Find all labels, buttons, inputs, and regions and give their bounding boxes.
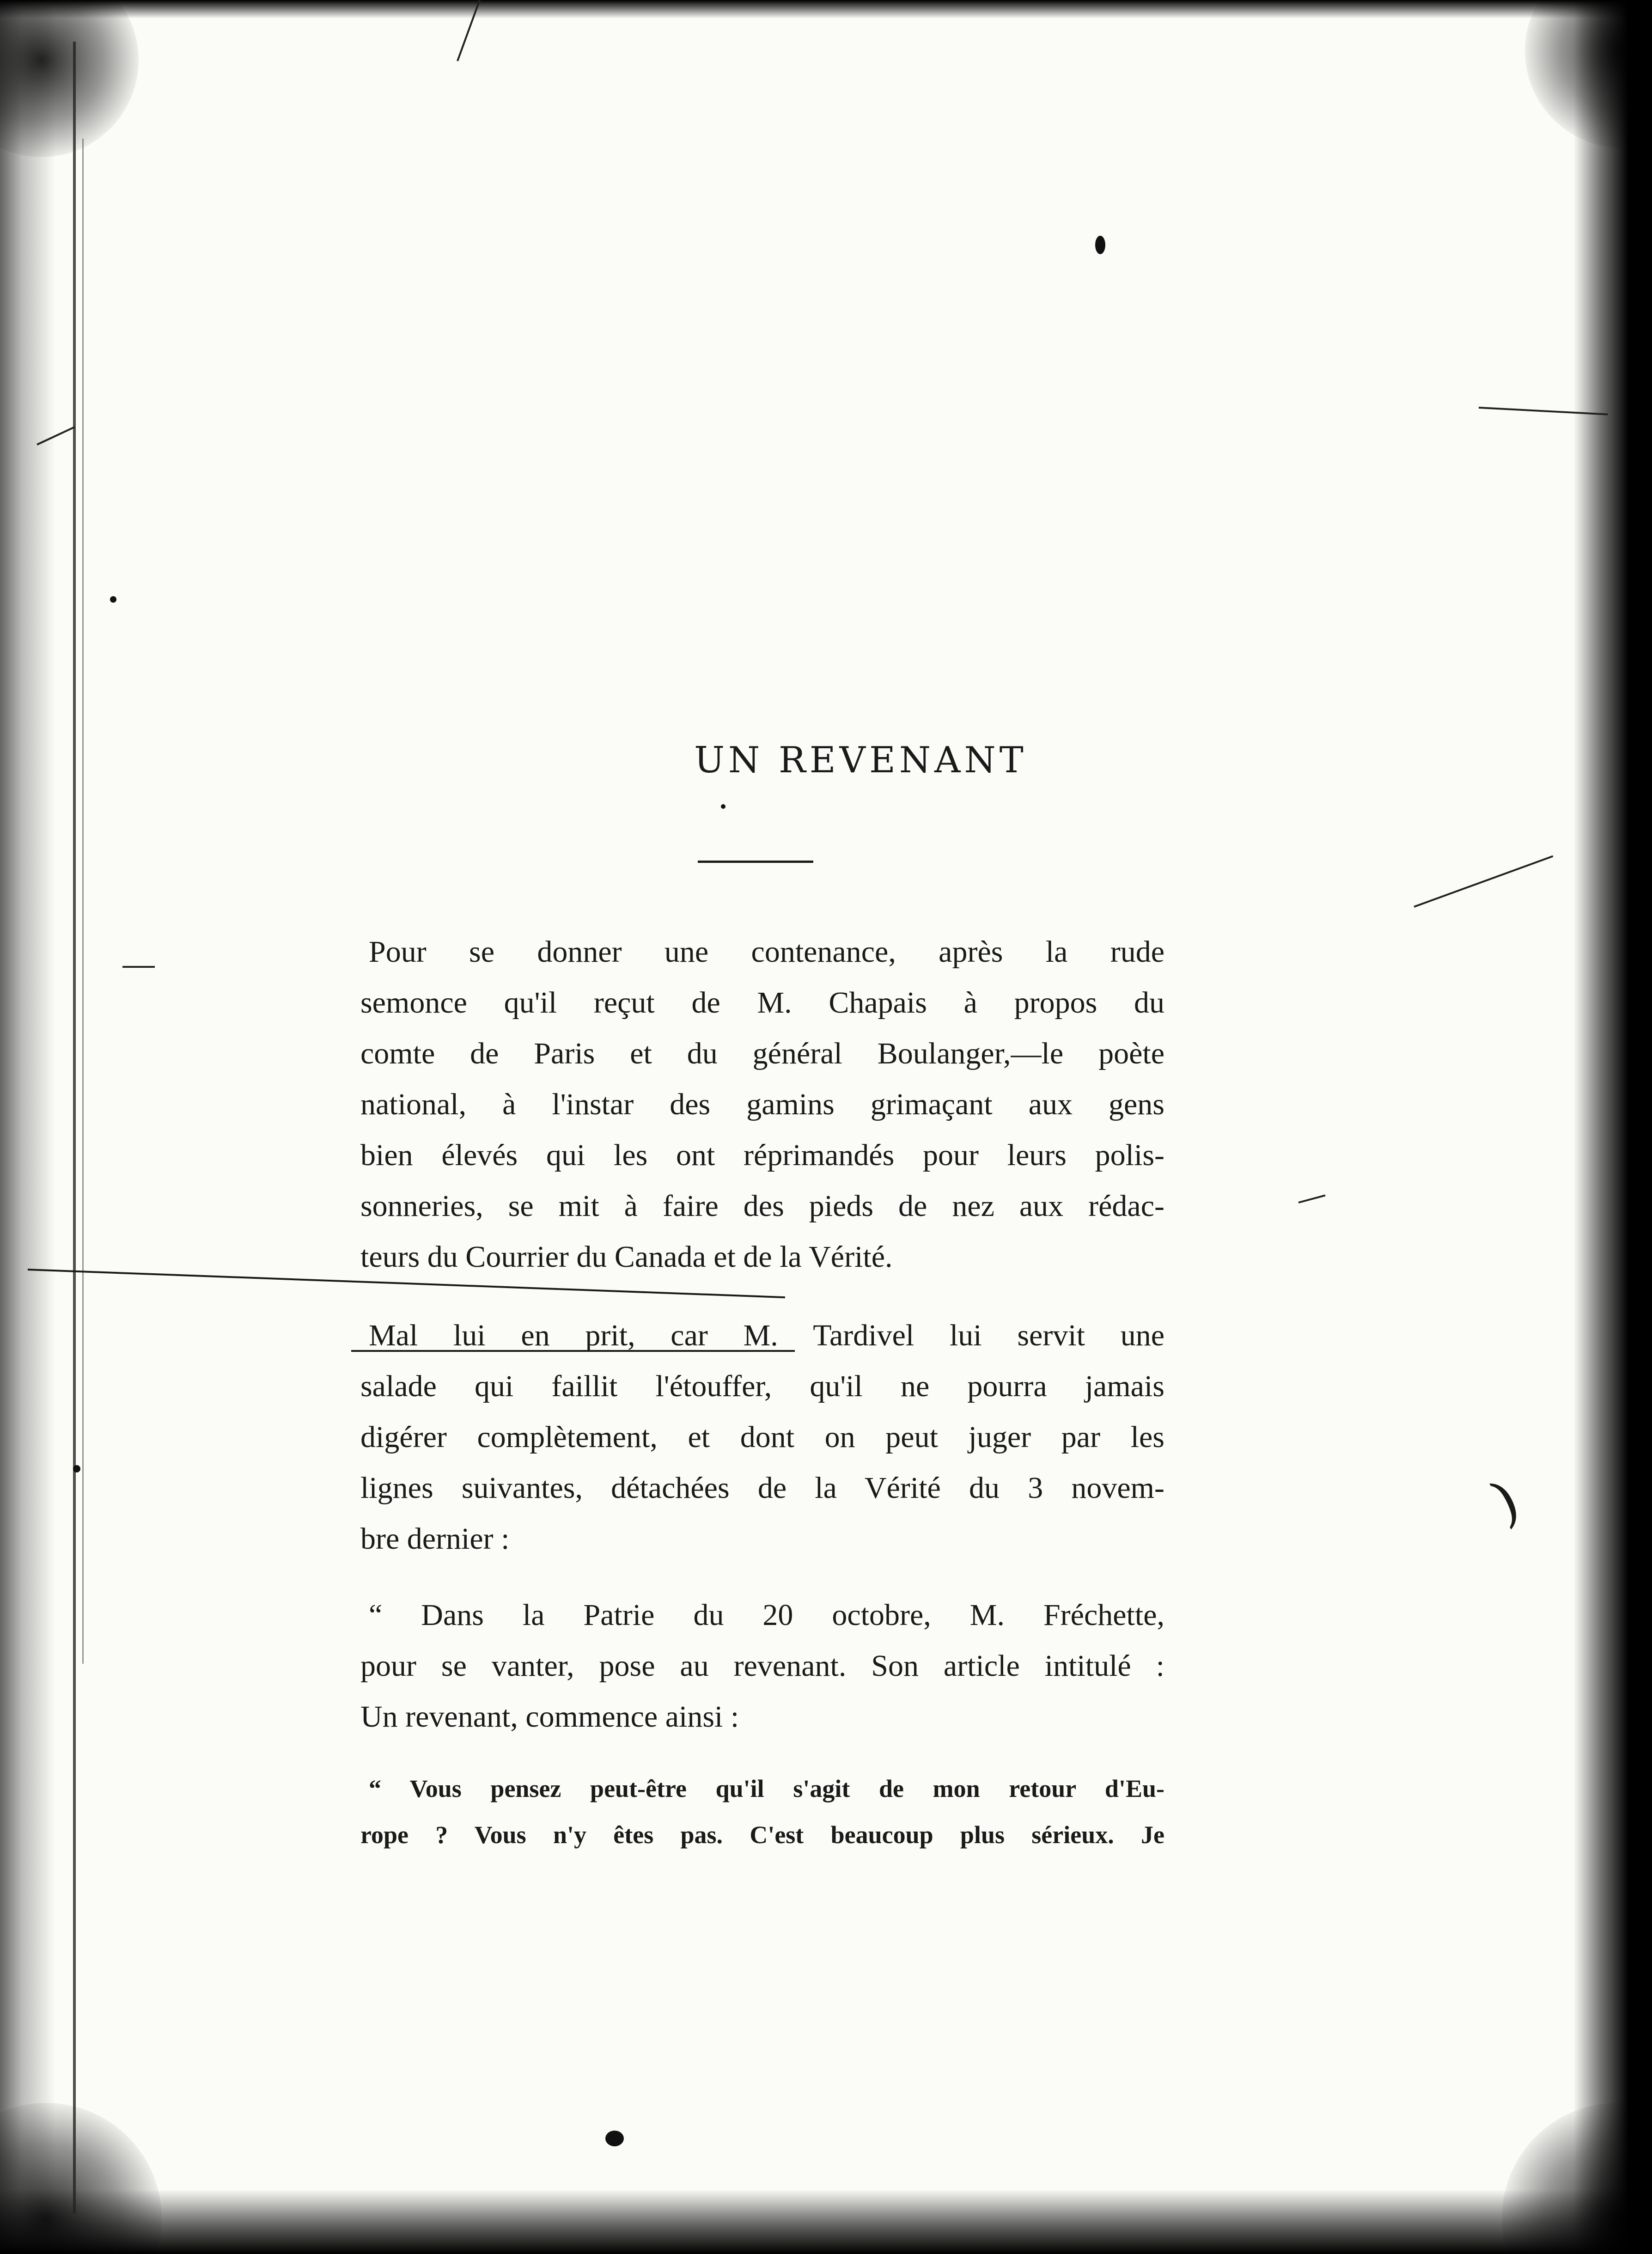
ink-speck xyxy=(605,2131,624,2146)
quotation-block xyxy=(360,1765,1164,1858)
binding-line xyxy=(73,42,76,2214)
ink-speck xyxy=(1095,236,1105,254)
left-shadow xyxy=(0,0,55,2254)
paragraph-1 xyxy=(360,927,1164,1283)
right-shadow xyxy=(1573,0,1652,2254)
corner-blot xyxy=(0,0,139,157)
ink-speck xyxy=(721,804,725,809)
text-line: pour se vanter, pose au revenant. Son article intitulé : xyxy=(360,1649,1164,1683)
text-line: digérer complètement, et dont on peut juger par les xyxy=(360,1420,1164,1454)
bottom-shadow xyxy=(0,2189,1652,2254)
stray-mark xyxy=(1414,855,1553,908)
text-line: Mal lui en prit, car M. Tardivel lui servit une xyxy=(369,1319,1164,1352)
top-shadow xyxy=(0,0,1652,18)
corner-blot xyxy=(1502,2103,1652,2254)
text-line: bre dernier : xyxy=(360,1522,510,1556)
corner-blot xyxy=(1525,0,1652,148)
text-line: lignes suivantes, détachées de la Vérité du 3 novem- xyxy=(360,1471,1164,1505)
corner-blot xyxy=(0,2103,162,2254)
text-line: “ Vous pensez peut-être qu'il s'agit de mon retour d'Eu- xyxy=(369,1775,1164,1802)
text-line: “ Dans la Patrie du 20 octobre, M. Fréchette, xyxy=(369,1598,1164,1632)
margin-bracket-mark: ) xyxy=(1482,1468,1530,1536)
stray-mark xyxy=(122,966,155,968)
text-line: Un revenant, commence ainsi : xyxy=(360,1700,739,1734)
binding-line xyxy=(82,139,84,1664)
text-line: rope ? Vous n'y êtes pas. C'est beaucoup plus sérieux. Je xyxy=(360,1821,1164,1849)
text-line: teurs du Courrier du Canada et de la Vérité. xyxy=(360,1240,893,1274)
text-line: salade qui faillit l'étouffer, qu'il ne pourra jamais xyxy=(360,1369,1164,1403)
chapter-title: UN REVENANT xyxy=(694,739,1027,781)
text-line: national, à l'instar des gamins grimaçant aux gens xyxy=(360,1087,1164,1121)
text-line: Pour se donner une contenance, après la rude xyxy=(369,935,1164,969)
paragraph-2 xyxy=(360,1310,1164,1564)
stray-mark xyxy=(1298,1195,1325,1203)
text-line: sonneries, se mit à faire des pieds de nez aux rédac- xyxy=(360,1189,1164,1223)
ink-speck xyxy=(73,1465,80,1472)
text-line: semonce qu'il reçut de M. Chapais à propos du xyxy=(360,986,1164,1020)
title-rule xyxy=(698,861,813,863)
text-line: comte de Paris et du général Boulanger,—le poète xyxy=(360,1037,1164,1070)
text-line: bien élevés qui les ont réprimandés pour leurs polis- xyxy=(360,1138,1164,1172)
ink-speck xyxy=(110,596,116,603)
paragraph-3 xyxy=(360,1590,1164,1742)
